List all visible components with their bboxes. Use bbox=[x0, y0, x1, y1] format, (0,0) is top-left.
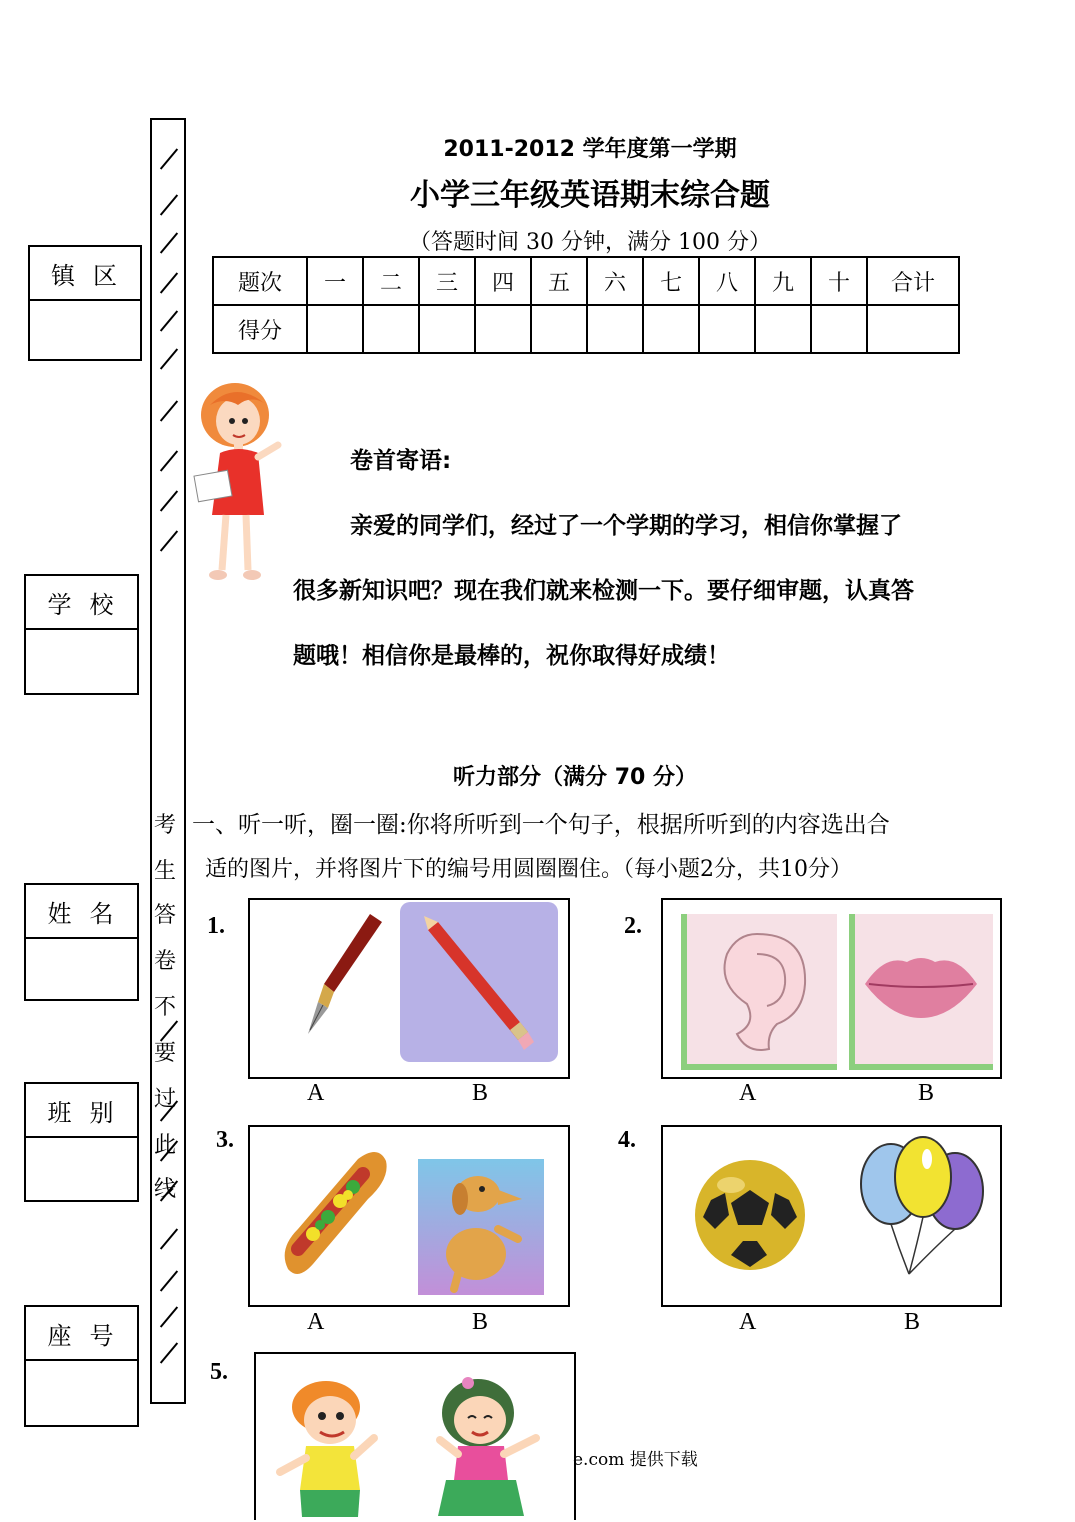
score-input-cell[interactable] bbox=[419, 305, 475, 353]
exam-duration: （答题时间 30 分钟，满分 100 分） bbox=[409, 230, 771, 255]
table-cell: 二 bbox=[363, 257, 419, 305]
download-watermark: e.com 提供下载 bbox=[573, 1450, 698, 1470]
notice-char: 线 bbox=[153, 1177, 176, 1202]
girl-icon bbox=[416, 1368, 566, 1520]
score-input-cell[interactable] bbox=[531, 305, 587, 353]
field-town-district bbox=[28, 245, 142, 361]
field-school bbox=[24, 574, 139, 695]
section-title: 听力部分（满分 70 分） bbox=[453, 765, 697, 790]
ear-icon bbox=[681, 914, 837, 1070]
score-input-cell[interactable] bbox=[699, 305, 755, 353]
option-label[interactable]: B bbox=[472, 1080, 489, 1106]
pencil-icon bbox=[400, 902, 558, 1062]
score-input-cell[interactable] bbox=[587, 305, 643, 353]
score-input-cell[interactable] bbox=[811, 305, 867, 353]
option-label[interactable]: A bbox=[739, 1309, 757, 1335]
option-label[interactable]: B bbox=[904, 1309, 921, 1335]
question-number: 5. bbox=[210, 1359, 228, 1385]
table-cell: 得分 bbox=[213, 305, 307, 353]
greeting-heading: 卷首寄语: bbox=[350, 448, 452, 474]
question-5-picture-box bbox=[254, 1352, 576, 1520]
question-2-picture-box bbox=[661, 898, 1002, 1079]
option-label[interactable]: B bbox=[918, 1080, 935, 1106]
table-cell: 六 bbox=[587, 257, 643, 305]
balloons-icon bbox=[853, 1129, 988, 1279]
notice-char: 考 bbox=[153, 813, 176, 838]
greeting-line: 题哦！相信你是最棒的，祝你取得好成绩！ bbox=[293, 643, 730, 669]
question-number: 3. bbox=[216, 1127, 234, 1153]
field-label: 镇区 bbox=[30, 247, 140, 301]
field-class bbox=[24, 1082, 139, 1202]
binding-strip bbox=[150, 118, 186, 1404]
question-number: 4. bbox=[618, 1127, 636, 1153]
field-seat-number bbox=[24, 1305, 139, 1427]
field-label: 学校 bbox=[26, 576, 137, 630]
question-1-picture-box bbox=[248, 898, 570, 1079]
question-number: 1. bbox=[207, 913, 225, 939]
score-input-cell[interactable] bbox=[755, 305, 811, 353]
instruction-line: 适的图片，并将图片下的编号用圆圈圈住。（每小题2分，共10分） bbox=[205, 857, 852, 882]
score-table-score-row bbox=[213, 305, 959, 353]
table-cell: 一 bbox=[307, 257, 363, 305]
notice-char: 过 bbox=[153, 1087, 176, 1112]
soccer-ball-icon bbox=[691, 1145, 809, 1285]
option-label[interactable]: A bbox=[739, 1080, 757, 1106]
notice-char: 答 bbox=[153, 903, 176, 928]
table-cell: 合计 bbox=[867, 257, 959, 305]
dog-icon bbox=[418, 1159, 544, 1295]
score-input-cell[interactable] bbox=[867, 305, 959, 353]
table-cell: 十 bbox=[811, 257, 867, 305]
score-table bbox=[212, 256, 960, 354]
table-cell: 题次 bbox=[213, 257, 307, 305]
option-label[interactable]: A bbox=[307, 1080, 325, 1106]
notice-char: 要 bbox=[153, 1041, 176, 1066]
notice-char: 生 bbox=[153, 859, 176, 884]
table-cell: 五 bbox=[531, 257, 587, 305]
instruction-line: 一、听一听，圈一圈:你将所听到一个句子，根据所听到的内容选出合 bbox=[192, 812, 890, 838]
option-label[interactable]: B bbox=[472, 1309, 489, 1335]
field-label: 座号 bbox=[26, 1307, 137, 1361]
boy-icon bbox=[270, 1372, 390, 1522]
table-cell: 九 bbox=[755, 257, 811, 305]
lips-icon bbox=[849, 914, 993, 1070]
score-input-cell[interactable] bbox=[363, 305, 419, 353]
field-label: 班别 bbox=[26, 1084, 137, 1138]
question-4-picture-box bbox=[661, 1125, 1002, 1307]
option-label[interactable]: A bbox=[307, 1309, 325, 1335]
notice-char: 此 bbox=[153, 1133, 176, 1158]
page-title: 小学三年级英语期末综合题 bbox=[410, 178, 770, 213]
table-cell: 七 bbox=[643, 257, 699, 305]
table-cell: 三 bbox=[419, 257, 475, 305]
fountain-pen-icon bbox=[290, 912, 390, 1037]
hot-dog-icon bbox=[268, 1139, 393, 1289]
field-name bbox=[24, 883, 139, 1001]
field-label: 姓名 bbox=[26, 885, 137, 939]
year-term-line: 2011-2012 学年度第一学期 bbox=[443, 137, 737, 162]
score-input-cell[interactable] bbox=[475, 305, 531, 353]
table-cell: 八 bbox=[699, 257, 755, 305]
question-number: 2. bbox=[624, 913, 642, 939]
score-table-header-row bbox=[213, 257, 959, 305]
table-cell: 四 bbox=[475, 257, 531, 305]
teacher-illustration-icon bbox=[190, 375, 290, 590]
greeting-line: 亲爱的同学们，经过了一个学期的学习，相信你掌握了 bbox=[350, 513, 902, 539]
question-3-picture-box bbox=[248, 1125, 570, 1307]
greeting-line: 很多新知识吧？现在我们就来检测一下。要仔细审题，认真答 bbox=[293, 578, 914, 604]
score-input-cell[interactable] bbox=[307, 305, 363, 353]
score-input-cell[interactable] bbox=[643, 305, 699, 353]
notice-char: 不 bbox=[153, 995, 176, 1020]
notice-char: 卷 bbox=[153, 949, 176, 974]
